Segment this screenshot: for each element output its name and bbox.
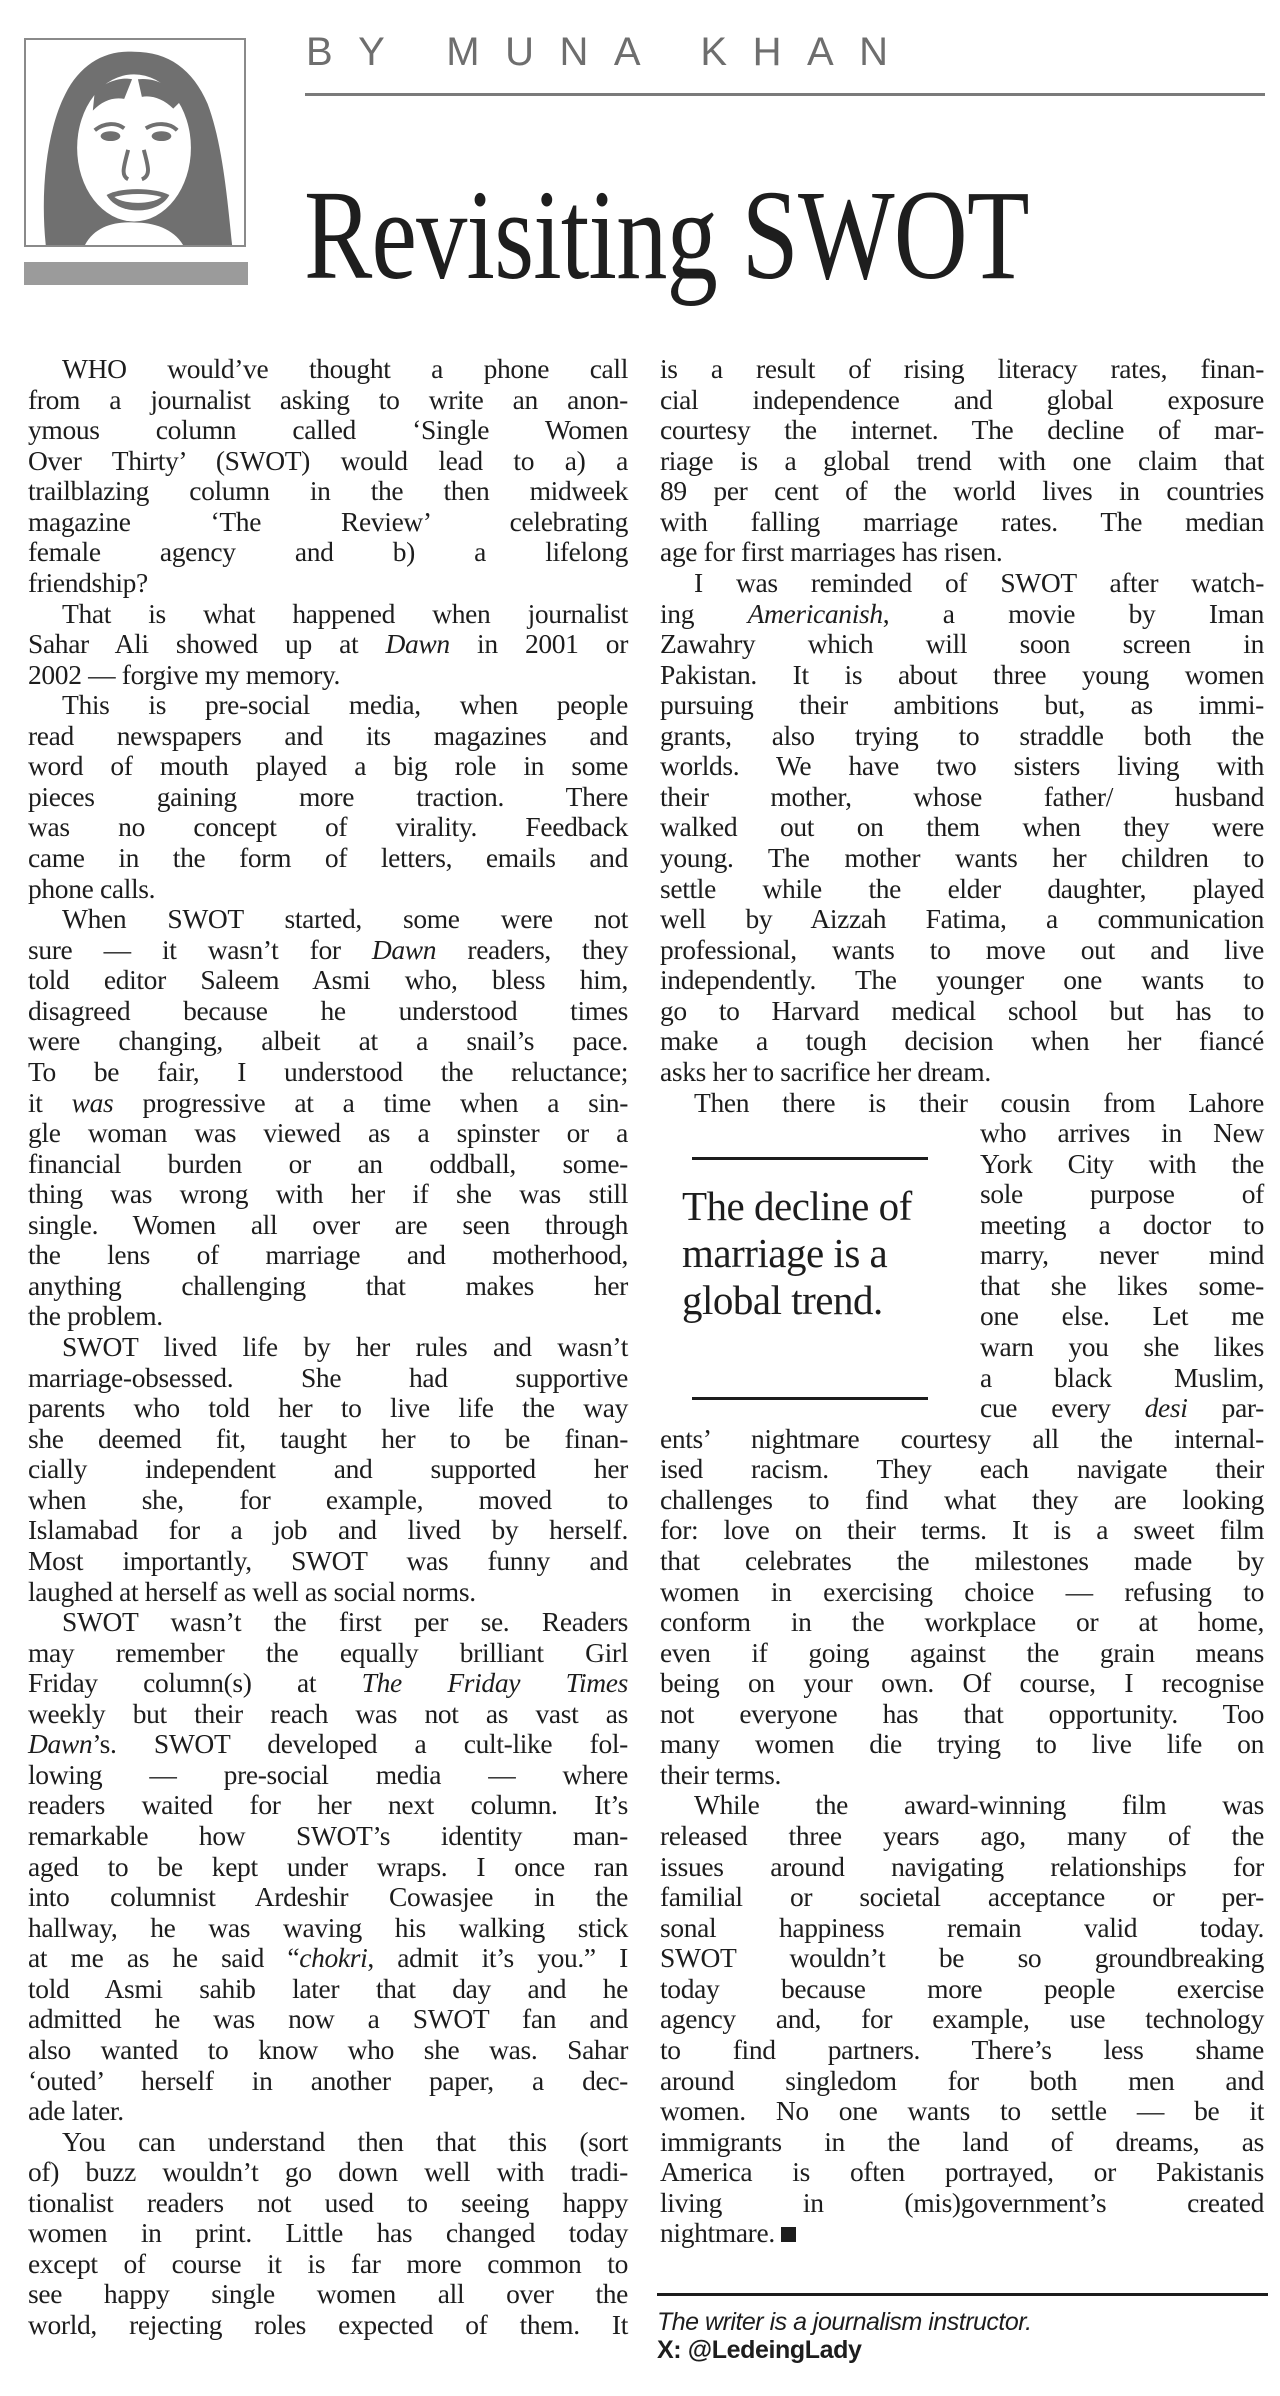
article-line [660, 1760, 1264, 1791]
line-text: While the award-winning film was [694, 1789, 1264, 1821]
line-text: being on your own. Of course, I recognise [660, 1667, 1264, 1699]
line-text: America is often portrayed, or Pakistanis [660, 2156, 1264, 2188]
line-text: women. No one wants to settle — be it [660, 2095, 1264, 2127]
line-text: of) buzz wouldn’t go down well with tradi- [28, 2156, 628, 2188]
italic-text: Dawn [385, 628, 450, 660]
article-line [980, 1332, 1264, 1363]
article-line [28, 782, 628, 813]
article-line [660, 1454, 1264, 1485]
line-text: gle woman was viewed as a spinster or a [28, 1117, 628, 1149]
article-line [660, 721, 1264, 752]
article-line [660, 1852, 1264, 1883]
line-text: ade later. [28, 2095, 124, 2127]
line-text: phone calls. [28, 872, 156, 904]
article-line [28, 476, 628, 507]
line-text: living in (mis)government’s created [660, 2186, 1264, 2218]
line-text: asks her to sacrifice her dream. [660, 1055, 991, 1087]
line-text: released three years ago, many of the [660, 1820, 1264, 1851]
article-line [660, 1088, 1264, 1119]
article-line [660, 537, 1264, 568]
article-line [28, 1790, 628, 1821]
line-text: immigrants in the land of dreams, as [660, 2125, 1264, 2157]
article-line [28, 1821, 628, 1852]
line-text: conform in the workplace or at home, [660, 1606, 1264, 1638]
article-line [660, 2066, 1264, 2097]
line-text: age for first marriages has risen. [660, 536, 1003, 568]
line-text: That is what happened when journalist [62, 597, 628, 629]
line-text: Then there is their cousin from Lahore [694, 1086, 1264, 1118]
line-text: even if going against the grain means [660, 1636, 1264, 1668]
article-line [28, 1485, 628, 1516]
line-text: at me as he said “ [28, 1942, 300, 1974]
line-text: ing [660, 597, 748, 629]
article-line [660, 843, 1264, 874]
line-text: the problem. [28, 1300, 163, 1332]
line-text: settle while the elder daughter, played [660, 872, 1264, 904]
line-text: ‘outed’ herself in another paper, a dec- [28, 2064, 628, 2096]
article-line [660, 1515, 1264, 1546]
article-line [28, 874, 628, 905]
article-line [28, 2279, 628, 2310]
article-line [660, 1882, 1264, 1913]
line-text: pursuing their ambitions but, as immi- [660, 689, 1264, 721]
line-text: told Asmi sahib later that day and he [28, 1972, 628, 2004]
line-text: 89 per cent of the world lives in countries [660, 475, 1264, 507]
article-line [28, 1210, 628, 1241]
italic-text: Americanish [747, 597, 883, 629]
line-text: make a tough decision when her fiancé [660, 1025, 1264, 1057]
article-line [28, 415, 628, 446]
article-line [980, 1271, 1264, 1302]
line-text: were changing, albeit at a snail’s pace. [28, 1025, 628, 1057]
line-text: SWOT wouldn’t be so groundbreaking [660, 1942, 1264, 1974]
article-line [28, 1088, 628, 1119]
article-line [660, 568, 1264, 599]
article-line [980, 1301, 1264, 1332]
italic-text: Dawn [28, 1728, 93, 1760]
line-text: many women die trying to live life on [660, 1728, 1264, 1760]
line-text: Zawahry which will soon screen in [660, 628, 1264, 660]
author-photo [24, 38, 246, 247]
line-text: independently. The younger one wants to [660, 964, 1264, 996]
article-line [28, 1577, 628, 1608]
pull-quote-top-rule [692, 1157, 928, 1160]
line-text: sole purpose of [980, 1178, 1264, 1210]
line-text: Most importantly, SWOT was funny and [28, 1544, 628, 1576]
article-line [28, 385, 628, 416]
line-text: professional, wants to move out and live [660, 933, 1264, 965]
line-text: ymous column called ‘Single Women [28, 414, 628, 446]
line-text: Pakistan. It is about three young women [660, 658, 1264, 690]
line-text: the lens of marriage and motherhood, [28, 1239, 628, 1271]
line-text: Sahar Ali showed up at [28, 628, 386, 660]
line-text: cue every [980, 1392, 1145, 1424]
article-line [28, 1974, 628, 2005]
article-line [28, 629, 628, 660]
line-text: from a journalist asking to write an anon- [28, 383, 628, 415]
line-text: one else. Let me [980, 1300, 1264, 1332]
article-line [28, 1515, 628, 1546]
article-line [660, 1577, 1264, 1608]
line-text: single. Women all over are seen through [28, 1208, 628, 1240]
article-line [660, 1638, 1264, 1669]
line-text: This is pre-social media, when people [62, 689, 628, 721]
article-line [980, 1118, 1264, 1149]
line-text: except of course it is far more common to [28, 2247, 628, 2279]
article-line [28, 537, 628, 568]
article-line [660, 1668, 1264, 1699]
article-line [660, 2127, 1264, 2158]
line-text: their mother, whose father/ husband [660, 780, 1264, 812]
line-text: see happy single women all over the [28, 2278, 628, 2310]
article-line [660, 476, 1264, 507]
article-line [28, 2004, 628, 2035]
line-text: readers waited for her next column. It’s [28, 1789, 628, 1821]
line-text: weekly but their reach was not as vast as [28, 1697, 628, 1729]
article-line [28, 1852, 628, 1883]
article-line [28, 446, 628, 477]
article-line [660, 751, 1264, 782]
line-text: progressive at a time when a sin- [113, 1086, 629, 1118]
photo-accent-bar [24, 262, 248, 285]
article-line [660, 690, 1264, 721]
article-line [28, 568, 628, 599]
line-text: who arrives in New [980, 1117, 1264, 1149]
article-line [660, 874, 1264, 905]
author-note: The writer is a journalism instructor. [657, 2308, 1032, 2336]
article-line [660, 2157, 1264, 2188]
line-text: their terms. [660, 1758, 782, 1790]
article-line [28, 1118, 628, 1149]
article-line [28, 1882, 628, 1913]
line-text: women in exercising choice — refusing to [660, 1575, 1264, 1607]
article-line [660, 1913, 1264, 1944]
author-social-handle[interactable]: X: @LedeingLady [657, 2336, 862, 2364]
article-line [28, 2096, 628, 2127]
article-line [28, 2218, 628, 2249]
line-text: cially independent and supported her [28, 1453, 628, 1485]
article-line [28, 1729, 628, 1760]
line-text: SWOT lived life by her rules and wasn’t [62, 1331, 628, 1362]
article-line [28, 1179, 628, 1210]
article-line [660, 354, 1264, 385]
line-text: 2002 — forgive my memory. [28, 658, 341, 690]
article-line [28, 843, 628, 874]
line-text: to find partners. There’s less shame [660, 2033, 1264, 2065]
article-line [660, 2218, 1264, 2249]
article-line [28, 354, 628, 385]
article-line [660, 629, 1264, 660]
article-line [660, 446, 1264, 477]
article-line [660, 1546, 1264, 1577]
line-text: courtesy the internet. The decline of mar- [660, 414, 1264, 446]
line-text: York City with the [980, 1147, 1264, 1179]
article-line [660, 812, 1264, 843]
line-text: parents who told her to live life the way [28, 1392, 628, 1424]
line-text: pieces gaining more traction. There [28, 780, 628, 812]
italic-text: Dawn [371, 933, 437, 965]
article-line [28, 812, 628, 843]
line-text: marry, never mind [980, 1239, 1264, 1271]
line-text: told editor Saleem Asmi who, bless him, [28, 964, 628, 996]
article-line [660, 1026, 1264, 1057]
line-text: around singledom for both men and [660, 2064, 1264, 2096]
line-text: nightmare. [660, 2217, 775, 2249]
byline-divider [305, 93, 1265, 96]
article-line [980, 1393, 1264, 1424]
article-line [28, 751, 628, 782]
author-portrait-icon [26, 40, 244, 245]
line-text: well by Aizzah Fatima, a communication [660, 903, 1264, 935]
line-text: young. The mother wants her children to [660, 842, 1264, 873]
article-line [660, 1699, 1264, 1730]
line-text: readers, they [436, 933, 628, 965]
italic-text: The Friday Times [361, 1667, 628, 1699]
line-text: with falling marriage rates. The median [660, 505, 1264, 537]
article-line [660, 2004, 1264, 2035]
article-line [28, 1699, 628, 1730]
line-text: I was reminded of SWOT after watch- [694, 566, 1264, 598]
article-line [28, 2066, 628, 2097]
line-text: that she likes some- [980, 1269, 1264, 1301]
line-text: ents’ nightmare courtesy all the internal- [660, 1422, 1264, 1454]
article-line [28, 1026, 628, 1057]
line-text: not everyone has that opportunity. Too [660, 1697, 1264, 1729]
article-line [660, 2035, 1264, 2066]
article-line [28, 2157, 628, 2188]
line-text: admitted he was now a SWOT fan and [28, 2003, 628, 2035]
article-line [660, 1821, 1264, 1852]
line-text: marriage-obsessed. She had supportive [28, 1361, 628, 1393]
line-text: sonal happiness remain valid today. [660, 1911, 1264, 1943]
line-text: women in print. Little has changed today [28, 2217, 628, 2249]
article-line [28, 1638, 628, 1669]
line-text: challenges to find what they are looking [660, 1483, 1264, 1515]
line-text: SWOT wasn’t the first per se. Readers [62, 1606, 628, 1638]
line-text: go to Harvard medical school but has to [660, 994, 1264, 1026]
article-line [660, 385, 1264, 416]
article-line [28, 599, 628, 630]
article-line [28, 1240, 628, 1271]
byline: BY MUNA KHAN [306, 30, 914, 74]
article-line [28, 1057, 628, 1088]
article-line [28, 1363, 628, 1394]
italic-text: desi [1144, 1392, 1188, 1424]
pull-quote [682, 1157, 932, 1401]
article-line [660, 1607, 1264, 1638]
line-text: To be fair, I understood the reluctance; [28, 1055, 628, 1087]
line-text: for: love on their terms. It is a sweet film [660, 1514, 1264, 1546]
article-line [660, 599, 1264, 630]
line-text: par- [1187, 1392, 1264, 1424]
article-line [28, 935, 628, 966]
line-text: You can understand then that this (sort [62, 2125, 628, 2157]
line-text: aged to be kept under wraps. I once ran [28, 1850, 628, 1882]
article-line [660, 1974, 1264, 2005]
article-line [28, 507, 628, 538]
line-text: friendship? [28, 566, 148, 598]
line-text: walked out on them when they were [660, 811, 1264, 843]
article-line [28, 1332, 628, 1363]
line-text: world, rejecting roles expected of them. It [28, 2309, 628, 2340]
line-text: worlds. We have two sisters living with [660, 750, 1264, 782]
article-line [28, 904, 628, 935]
line-text: today because more people exercise [660, 1972, 1264, 2004]
line-text: familial or societal acceptance or per- [660, 1881, 1264, 1913]
line-text: came in the form of letters, emails and [28, 842, 628, 873]
article-line [28, 1393, 628, 1424]
article-line [28, 2310, 628, 2341]
article-line [660, 1424, 1264, 1455]
article-line [28, 965, 628, 996]
article-line [28, 2035, 628, 2066]
article-line [660, 935, 1264, 966]
line-text: warn you she likes [980, 1331, 1264, 1362]
article-line [28, 1913, 628, 1944]
article-line [660, 1057, 1264, 1088]
article-line [660, 415, 1264, 446]
line-text: meeting a doctor to [980, 1208, 1264, 1240]
line-text: into columnist Ardeshir Cowasjee in the [28, 1881, 628, 1913]
line-text: issues around navigating relationships for [660, 1850, 1264, 1882]
line-text: may remember the equally brilliant Girl [28, 1636, 628, 1668]
line-text: laughed at herself as well as social norms. [28, 1575, 476, 1607]
line-text: agency and, for example, use technology [660, 2003, 1264, 2035]
end-of-article-mark-icon [781, 2227, 796, 2242]
line-text: word of mouth played a big role in some [28, 750, 628, 782]
article-line [28, 1424, 628, 1455]
article-line [28, 2249, 628, 2280]
line-text: sure — it wasn’t for [28, 933, 372, 965]
article-line [980, 1179, 1264, 1210]
article-line [28, 690, 628, 721]
line-text: ised racism. They each navigate their [660, 1453, 1264, 1485]
line-text: financial burden or an oddball, some- [28, 1147, 628, 1179]
article-line [660, 507, 1264, 538]
line-text: was no concept of virality. Feedback [28, 811, 628, 843]
article-line [660, 1729, 1264, 1760]
line-text: riage is a global trend with one claim that [660, 444, 1264, 476]
line-text: grants, also trying to straddle both the [660, 719, 1264, 751]
line-text: Over Thirty’ (SWOT) would lead to a) a [28, 444, 628, 476]
line-text: When SWOT started, some were not [62, 903, 628, 935]
line-text: it [28, 1086, 72, 1118]
article-line [28, 1943, 628, 1974]
article-line [28, 1301, 628, 1332]
line-text: she deemed fit, taught her to be finan- [28, 1422, 628, 1454]
article-line [28, 996, 628, 1027]
article-line [660, 1485, 1264, 1516]
article-line [660, 904, 1264, 935]
article-line [28, 1454, 628, 1485]
line-text: female agency and b) a lifelong [28, 536, 628, 568]
line-text: Islamabad for a job and lived by herself. [28, 1514, 628, 1546]
line-text: disagreed because he understood times [28, 994, 628, 1026]
article-line [980, 1363, 1264, 1394]
line-text: thing was wrong with her if she was still [28, 1178, 628, 1210]
line-text: Friday column(s) at [28, 1667, 362, 1699]
article-line [660, 782, 1264, 813]
italic-text: chokri [299, 1942, 368, 1974]
line-text: read newspapers and its magazines and [28, 719, 628, 751]
line-text: that celebrates the milestones made by [660, 1544, 1264, 1576]
line-text: cial independence and global exposure [660, 383, 1264, 415]
line-text: hallway, he was waving his walking stick [28, 1911, 628, 1943]
line-text: ’s. SWOT developed a cult-like fol- [92, 1728, 628, 1760]
article-line [28, 1546, 628, 1577]
article-line [980, 1149, 1264, 1180]
line-text: magazine ‘The Review’ celebrating [28, 505, 628, 537]
article-line [660, 1943, 1264, 1974]
article-line [660, 965, 1264, 996]
line-text: when she, for example, moved to [28, 1483, 628, 1515]
line-text: remarkable how SWOT’s identity man- [28, 1820, 628, 1851]
article-line [28, 1668, 628, 1699]
article-line [660, 2188, 1264, 2219]
line-text: also wanted to know who she was. Sahar [28, 2033, 628, 2065]
article-line [980, 1210, 1264, 1241]
line-text: tionalist readers not used to seeing happy [28, 2186, 628, 2218]
article-line [28, 1760, 628, 1791]
line-text: a black Muslim, [980, 1361, 1264, 1393]
line-text: WHO would’ve thought a phone call [62, 353, 628, 384]
line-text: trailblazing column in the then midweek [28, 475, 628, 507]
article-line [980, 1240, 1264, 1271]
article-line [28, 1149, 628, 1180]
article-line [660, 660, 1264, 691]
pull-quote-text: The decline of marriage is a global trend. [682, 1183, 912, 1323]
article-line [28, 1607, 628, 1638]
italic-text: was [71, 1086, 114, 1118]
article-line [660, 2096, 1264, 2127]
article-line [28, 2127, 628, 2158]
article-line [660, 996, 1264, 1027]
headline: Revisiting SWOT [304, 164, 1029, 306]
article-column-1 [28, 354, 628, 2341]
article-line [660, 1790, 1264, 1821]
article-line [28, 1271, 628, 1302]
line-text: in 2001 or [449, 628, 628, 660]
article-line [28, 721, 628, 752]
article-line [28, 660, 628, 691]
pull-quote-bottom-rule [692, 1397, 928, 1400]
line-text: , admit it’s you.” I [367, 1942, 628, 1974]
article-line [28, 2188, 628, 2219]
line-text: anything challenging that makes her [28, 1269, 628, 1301]
line-text: is a result of rising literacy rates, finan- [660, 353, 1264, 384]
line-text: , a movie by Iman [882, 597, 1264, 629]
footer-divider [657, 2293, 1268, 2296]
line-text: lowing — pre-social media — where [28, 1758, 628, 1790]
